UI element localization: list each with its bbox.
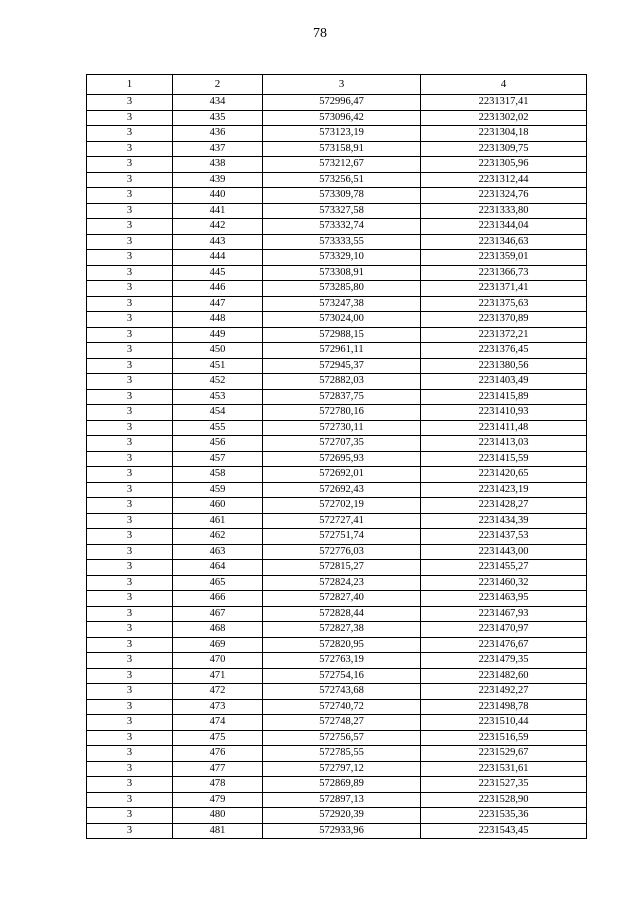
table-cell: 2231346,63 (421, 234, 587, 250)
table-cell: 572827,40 (263, 591, 421, 607)
table-cell: 448 (173, 312, 263, 328)
table-cell: 3 (87, 544, 173, 560)
table-cell: 3 (87, 265, 173, 281)
table-cell: 572780,16 (263, 405, 421, 421)
table-row (87, 777, 587, 793)
table-cell: 2231543,45 (421, 823, 587, 839)
table-cell: 572882,03 (263, 374, 421, 390)
table-cell: 572827,38 (263, 622, 421, 638)
table-cell: 572756,57 (263, 730, 421, 746)
table-cell: 572707,35 (263, 436, 421, 452)
table-cell: 3 (87, 668, 173, 684)
table-cell: 459 (173, 482, 263, 498)
column-header: 3 (263, 75, 421, 95)
table-cell: 572754,16 (263, 668, 421, 684)
table-row (87, 188, 587, 204)
table-cell: 438 (173, 157, 263, 173)
table-cell: 2231413,03 (421, 436, 587, 452)
table-cell: 443 (173, 234, 263, 250)
table-cell: 434 (173, 95, 263, 111)
table-cell: 573308,91 (263, 265, 421, 281)
table-cell: 475 (173, 730, 263, 746)
table-cell: 2231529,67 (421, 746, 587, 762)
table-cell: 3 (87, 374, 173, 390)
table-cell: 3 (87, 777, 173, 793)
table-row (87, 420, 587, 436)
table-cell: 2231372,21 (421, 327, 587, 343)
table-cell: 3 (87, 808, 173, 824)
table-row (87, 622, 587, 638)
table-cell: 470 (173, 653, 263, 669)
table-row (87, 591, 587, 607)
table-cell: 3 (87, 699, 173, 715)
table-cell: 2231359,01 (421, 250, 587, 266)
table-cell: 2231479,35 (421, 653, 587, 669)
table-cell: 473 (173, 699, 263, 715)
table-cell: 2231527,35 (421, 777, 587, 793)
table-cell: 2231467,93 (421, 606, 587, 622)
table-cell: 457 (173, 451, 263, 467)
table-cell: 3 (87, 420, 173, 436)
table-row (87, 234, 587, 250)
table-row (87, 436, 587, 452)
table-cell: 3 (87, 126, 173, 142)
table-cell: 3 (87, 250, 173, 266)
table-cell: 467 (173, 606, 263, 622)
table-row (87, 746, 587, 762)
table-cell: 3 (87, 141, 173, 157)
table-cell: 2231470,97 (421, 622, 587, 638)
table-row (87, 141, 587, 157)
table-cell: 572828,44 (263, 606, 421, 622)
table-cell: 2231434,39 (421, 513, 587, 529)
table-cell: 3 (87, 405, 173, 421)
table-cell: 3 (87, 637, 173, 653)
table-cell: 3 (87, 312, 173, 328)
table-row (87, 157, 587, 173)
table-cell: 573285,80 (263, 281, 421, 297)
table-row (87, 343, 587, 359)
table-cell: 572692,43 (263, 482, 421, 498)
table-cell: 464 (173, 560, 263, 576)
table-cell: 449 (173, 327, 263, 343)
table-cell: 2231476,67 (421, 637, 587, 653)
table-cell: 2231309,75 (421, 141, 587, 157)
table-row (87, 668, 587, 684)
table-cell: 572988,15 (263, 327, 421, 343)
table-cell: 472 (173, 684, 263, 700)
table-cell: 2231528,90 (421, 792, 587, 808)
table-row (87, 730, 587, 746)
table-cell: 442 (173, 219, 263, 235)
table-row (87, 110, 587, 126)
column-header: 4 (421, 75, 587, 95)
table-row (87, 823, 587, 839)
table-cell: 445 (173, 265, 263, 281)
table-cell: 2231460,32 (421, 575, 587, 591)
table-cell: 2231371,41 (421, 281, 587, 297)
table-cell: 572776,03 (263, 544, 421, 560)
table-row (87, 715, 587, 731)
table-cell: 572740,72 (263, 699, 421, 715)
table-cell: 2231403,49 (421, 374, 587, 390)
table-cell: 454 (173, 405, 263, 421)
table-cell: 439 (173, 172, 263, 188)
table-cell: 436 (173, 126, 263, 142)
table-row (87, 219, 587, 235)
table-cell: 2231317,41 (421, 95, 587, 111)
table-cell: 572797,12 (263, 761, 421, 777)
table-row (87, 126, 587, 142)
table-cell: 572837,75 (263, 389, 421, 405)
table-cell: 455 (173, 420, 263, 436)
table-cell: 3 (87, 560, 173, 576)
table-cell: 451 (173, 358, 263, 374)
table-row (87, 327, 587, 343)
table-cell: 2231370,89 (421, 312, 587, 328)
table-cell: 480 (173, 808, 263, 824)
table-cell: 3 (87, 529, 173, 545)
table-header-row (87, 75, 587, 95)
table-cell: 2231492,27 (421, 684, 587, 700)
table-cell: 2231304,18 (421, 126, 587, 142)
table-row (87, 529, 587, 545)
table-cell: 2231312,44 (421, 172, 587, 188)
table-cell: 572743,68 (263, 684, 421, 700)
table-cell: 572933,96 (263, 823, 421, 839)
table-cell: 479 (173, 792, 263, 808)
table-cell: 572692,01 (263, 467, 421, 483)
column-header: 2 (173, 75, 263, 95)
table-row (87, 792, 587, 808)
table-cell: 3 (87, 327, 173, 343)
table-cell: 2231411,48 (421, 420, 587, 436)
table-cell: 2231302,02 (421, 110, 587, 126)
table-cell: 573212,67 (263, 157, 421, 173)
table-row (87, 560, 587, 576)
table-cell: 3 (87, 296, 173, 312)
table-cell: 3 (87, 172, 173, 188)
table-cell: 435 (173, 110, 263, 126)
table-cell: 456 (173, 436, 263, 452)
table-cell: 458 (173, 467, 263, 483)
table-cell: 3 (87, 389, 173, 405)
table-cell: 460 (173, 498, 263, 514)
table-cell: 3 (87, 343, 173, 359)
table-cell: 572815,27 (263, 560, 421, 576)
table-cell: 3 (87, 715, 173, 731)
table-cell: 2231344,04 (421, 219, 587, 235)
table-cell: 3 (87, 482, 173, 498)
table-cell: 2231366,73 (421, 265, 587, 281)
table-cell: 573158,91 (263, 141, 421, 157)
table-row (87, 482, 587, 498)
table-row (87, 637, 587, 653)
table-cell: 3 (87, 575, 173, 591)
table-row (87, 513, 587, 529)
table-cell: 3 (87, 281, 173, 297)
table-cell: 3 (87, 203, 173, 219)
table-cell: 2231324,76 (421, 188, 587, 204)
table-cell: 3 (87, 219, 173, 235)
table-cell: 2231516,59 (421, 730, 587, 746)
table-row (87, 389, 587, 405)
table-row (87, 699, 587, 715)
table-cell: 2231463,95 (421, 591, 587, 607)
column-header: 1 (87, 75, 173, 95)
table-cell: 453 (173, 389, 263, 405)
table-row (87, 265, 587, 281)
table-cell: 2231535,36 (421, 808, 587, 824)
table-cell: 572897,13 (263, 792, 421, 808)
table-cell: 3 (87, 684, 173, 700)
table-cell: 476 (173, 746, 263, 762)
table-cell: 2231443,00 (421, 544, 587, 560)
table-cell: 466 (173, 591, 263, 607)
table-cell: 3 (87, 622, 173, 638)
table-cell: 2231376,45 (421, 343, 587, 359)
table-cell: 437 (173, 141, 263, 157)
table-cell: 477 (173, 761, 263, 777)
table-cell: 2231437,53 (421, 529, 587, 545)
table-cell: 572961,11 (263, 343, 421, 359)
table-row (87, 281, 587, 297)
table-cell: 471 (173, 668, 263, 684)
table-cell: 3 (87, 157, 173, 173)
table-cell: 573096,42 (263, 110, 421, 126)
table-row (87, 498, 587, 514)
table-row (87, 203, 587, 219)
table-cell: 573247,38 (263, 296, 421, 312)
table-cell: 3 (87, 95, 173, 111)
table-cell: 2231455,27 (421, 560, 587, 576)
table-cell: 572920,39 (263, 808, 421, 824)
table-cell: 3 (87, 436, 173, 452)
table-cell: 474 (173, 715, 263, 731)
table-cell: 441 (173, 203, 263, 219)
table-cell: 478 (173, 777, 263, 793)
table-row (87, 761, 587, 777)
table-cell: 2231428,27 (421, 498, 587, 514)
table-cell: 573332,74 (263, 219, 421, 235)
table-cell: 465 (173, 575, 263, 591)
table-cell: 3 (87, 110, 173, 126)
table-cell: 572820,95 (263, 637, 421, 653)
table-cell: 3 (87, 513, 173, 529)
table-cell: 572751,74 (263, 529, 421, 545)
table-cell: 3 (87, 761, 173, 777)
table-row (87, 358, 587, 374)
table-row (87, 296, 587, 312)
table-row (87, 544, 587, 560)
table-cell: 573256,51 (263, 172, 421, 188)
table-cell: 2231333,80 (421, 203, 587, 219)
table-row (87, 374, 587, 390)
table-cell: 461 (173, 513, 263, 529)
table-row (87, 405, 587, 421)
table-cell: 2231415,59 (421, 451, 587, 467)
page-number: 78 (313, 26, 327, 41)
table-cell: 573327,58 (263, 203, 421, 219)
table-row (87, 95, 587, 111)
table-cell: 2231420,65 (421, 467, 587, 483)
table-cell: 446 (173, 281, 263, 297)
table-cell: 462 (173, 529, 263, 545)
table-cell: 573123,19 (263, 126, 421, 142)
table-cell: 3 (87, 234, 173, 250)
table-cell: 2231531,61 (421, 761, 587, 777)
table-cell: 3 (87, 606, 173, 622)
table-row (87, 575, 587, 591)
table-cell: 3 (87, 653, 173, 669)
table-cell: 2231305,96 (421, 157, 587, 173)
table-cell: 572748,27 (263, 715, 421, 731)
table-cell: 3 (87, 730, 173, 746)
table-row (87, 808, 587, 824)
table-cell: 572730,11 (263, 420, 421, 436)
table-cell: 2231423,19 (421, 482, 587, 498)
table-cell: 572695,93 (263, 451, 421, 467)
table-row (87, 250, 587, 266)
table-cell: 573329,10 (263, 250, 421, 266)
table-cell: 572763,19 (263, 653, 421, 669)
table-cell: 440 (173, 188, 263, 204)
table-cell: 572945,37 (263, 358, 421, 374)
table-cell: 573024,00 (263, 312, 421, 328)
table-row (87, 312, 587, 328)
table-cell: 444 (173, 250, 263, 266)
table-cell: 2231375,63 (421, 296, 587, 312)
table-cell: 447 (173, 296, 263, 312)
table-cell: 572824,23 (263, 575, 421, 591)
table-cell: 2231380,56 (421, 358, 587, 374)
table-cell: 572702,19 (263, 498, 421, 514)
table-cell: 572785,55 (263, 746, 421, 762)
table-body (87, 95, 587, 839)
table-cell: 572869,89 (263, 777, 421, 793)
table-cell: 3 (87, 591, 173, 607)
table-row (87, 653, 587, 669)
table-cell: 3 (87, 358, 173, 374)
table-cell: 3 (87, 498, 173, 514)
table-cell: 469 (173, 637, 263, 653)
table-cell: 3 (87, 792, 173, 808)
table-cell: 572996,47 (263, 95, 421, 111)
table-cell: 2231482,60 (421, 668, 587, 684)
table-cell: 468 (173, 622, 263, 638)
table-cell: 3 (87, 188, 173, 204)
table-row (87, 684, 587, 700)
table-cell: 2231510,44 (421, 715, 587, 731)
table-cell: 573333,55 (263, 234, 421, 250)
table-row (87, 606, 587, 622)
table-cell: 2231498,78 (421, 699, 587, 715)
table-cell: 2231410,93 (421, 405, 587, 421)
table-row (87, 172, 587, 188)
table-cell: 3 (87, 746, 173, 762)
table-cell: 573309,78 (263, 188, 421, 204)
table-cell: 3 (87, 451, 173, 467)
table-cell: 572727,41 (263, 513, 421, 529)
table-cell: 2231415,89 (421, 389, 587, 405)
table-cell: 450 (173, 343, 263, 359)
coordinates-table (86, 74, 587, 839)
table-cell: 463 (173, 544, 263, 560)
table-cell: 452 (173, 374, 263, 390)
table-row (87, 467, 587, 483)
table-row (87, 451, 587, 467)
table-cell: 3 (87, 467, 173, 483)
table-cell: 3 (87, 823, 173, 839)
table-cell: 481 (173, 823, 263, 839)
